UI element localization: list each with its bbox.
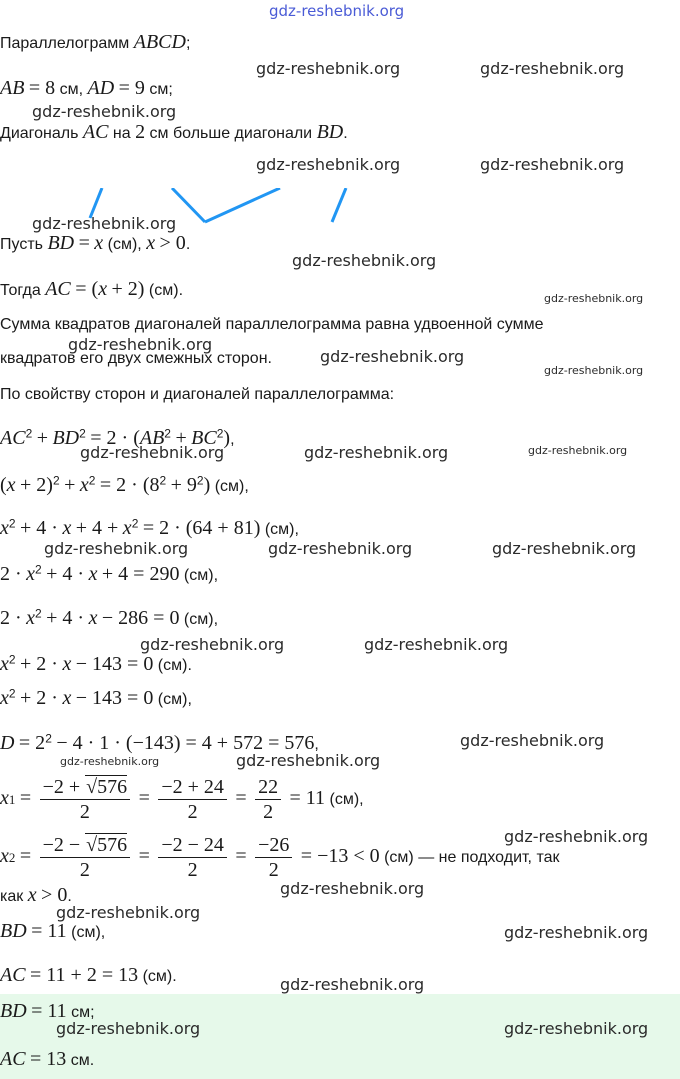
watermark: gdz-reshebnik.org [68,335,213,354]
diagram-diagonal-1 [172,188,205,222]
watermark: gdz-reshebnik.org [32,214,177,233]
equation-3: $x^2 + 4 \cdot x + 4 + x^2 = 2 \cdot (64 + 81)$ (см), [0,516,299,539]
watermark: gdz-reshebnik.org [256,155,401,174]
watermark: gdz-reshebnik.org [140,635,285,654]
root-x2: x2 = $\frac{-2 - √576}{2}$ = $\frac{-2 - 24}{2}$ = $\frac{-26}{2}$ = −13 < 0 (см) — не подходит, так [0,834,560,882]
equation-4: $2 \cdot x^2 + 4 \cdot x + 4 = 290$ (см), [0,562,219,585]
root-x1: x1 = $\frac{-2 + √576}{2}$ = $\frac{-2 + 24}{2}$ = $\frac{22}{2}$ = 11 (см), [0,776,364,824]
watermark: gdz-reshebnik.org [504,923,649,942]
watermark: gdz-reshebnik.org [56,1019,201,1038]
watermark: gdz-reshebnik.org [280,879,425,898]
equation-6: $x^2 + 2 \cdot x - 143 = 0$ (см). [0,652,192,675]
watermark: gdz-reshebnik.org [492,539,637,558]
solution-line-2: Тогда AC = (x + 2) (см). [0,278,184,300]
watermark: gdz-reshebnik.org [280,975,425,994]
watermark: gdz-reshebnik.org [480,59,625,78]
equation-2: $(x + 2)^2 + x^2 = 2 \cdot (8^2 + 9^2)$ (см), [0,473,249,496]
discriminant: $D = 2^2 - 4 \cdot 1 \cdot (-143) = 4 + 572 = 576$, [0,731,319,754]
solution-line-3a: Сумма квадратов диагоналей параллелограмма равна удвоенной сумме [0,316,544,333]
watermark: gdz-reshebnik.org [544,364,644,377]
watermark: gdz-reshebnik.org [44,539,189,558]
watermark: gdz-reshebnik.org [460,731,605,750]
watermark: gdz-reshebnik.org [32,102,177,121]
watermark: gdz-reshebnik.org [320,347,465,366]
solution-line-3b: квадратов его двух смежных сторон. [0,350,272,367]
watermark: gdz-reshebnik.org [504,1019,649,1038]
given-line-3: Диагональ AC на 2 см больше диагонали BD. [0,121,348,143]
watermark: gdz-reshebnik.org [60,755,160,768]
watermark: gdz-reshebnik.org [268,539,413,558]
equation-5: $2 \cdot x^2 + 4 \cdot x - 286 = 0$ (см), [0,606,219,629]
solution-line-4: По свойству сторон и диагоналей параллелограмма: [0,386,395,403]
answer-ac: AC = 13 см. [0,1048,95,1070]
watermark: gdz-reshebnik.org [364,635,509,654]
result-ac: AC = 11 + 2 = 13 (см). [0,964,177,986]
watermark: gdz-reshebnik.org [236,751,381,770]
equation-1: $AC^2 + BD^2 = 2 \cdot (AB^2 + BC^2)$, [0,426,235,449]
watermark: gdz-reshebnik.org [292,251,437,270]
diagram-diagonal-2 [205,188,280,222]
watermark: gdz-reshebnik.org [480,155,625,174]
root-x2-cont: как x > 0. [0,884,72,906]
solution-line-1: Пусть BD = x (см), x > 0. [0,232,191,254]
given-text-1 [0,0,1,1]
watermark: gdz-reshebnik.org [56,903,201,922]
watermark: gdz-reshebnik.org [544,292,644,305]
watermark: gdz-reshebnik.org [256,59,401,78]
watermark: gdz-reshebnik.org [504,827,649,846]
equation-7: $x^2 + 2 \cdot x - 143 = 0$ (см), [0,686,192,709]
given-line-1: Параллелограмм ABCD; [0,31,191,53]
diagram-side-right [332,188,346,222]
watermark: gdz-reshebnik.org [304,443,449,462]
watermark: gdz-reshebnik.org [269,2,405,20]
given-line-2: AB = 8 см, AD = 9 см; [0,77,173,99]
watermark: gdz-reshebnik.org [80,443,225,462]
watermark: gdz-reshebnik.org [528,444,628,457]
result-bd: BD = 11 (см), [0,920,106,942]
answer-bd: BD = 11 см; [0,1000,95,1022]
